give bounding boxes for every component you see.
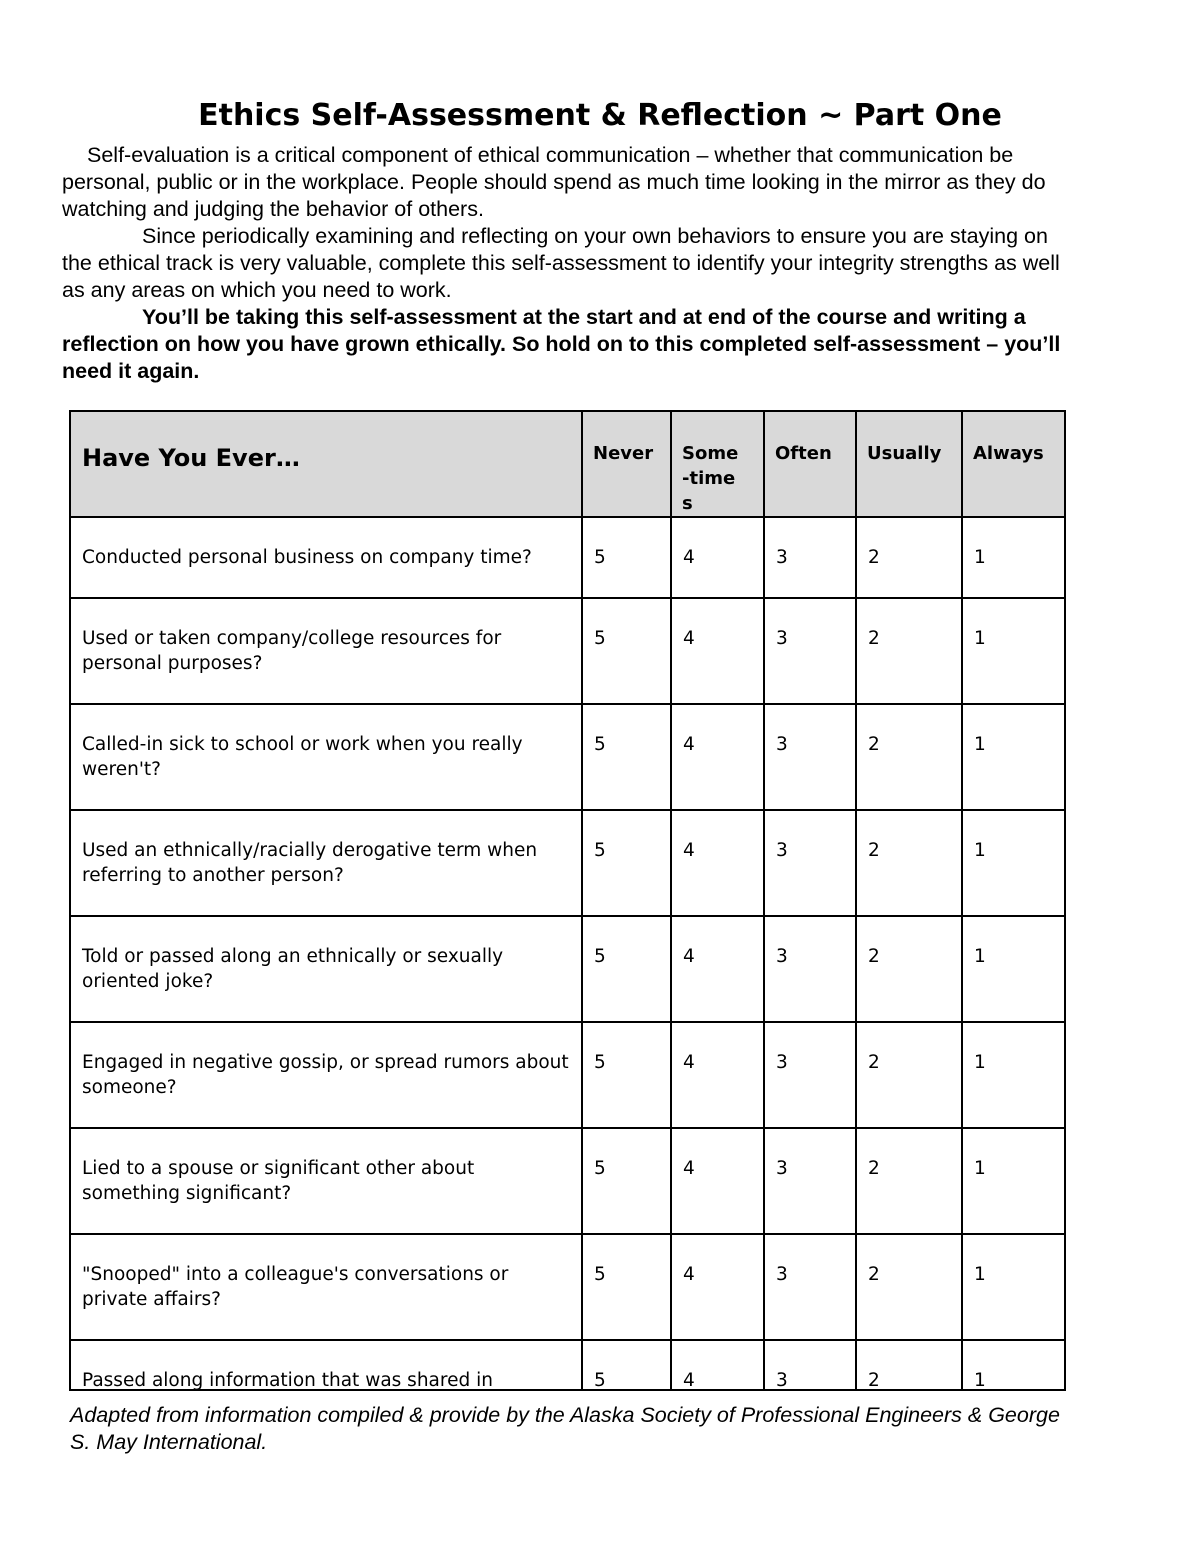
- score-often-cell[interactable]: [764, 517, 856, 598]
- score-sometimes: 4: [683, 1370, 695, 1391]
- score-never-cell[interactable]: [582, 810, 671, 916]
- header-never: [582, 411, 671, 517]
- score-often-cell[interactable]: [764, 1234, 856, 1340]
- score-never: 5: [594, 734, 606, 755]
- score-sometimes: 4: [683, 840, 695, 861]
- score-always: 1: [974, 628, 986, 649]
- score-never-cell[interactable]: [582, 1234, 671, 1340]
- table-row: [70, 810, 1066, 916]
- table-row: [70, 1340, 1066, 1391]
- question-text: Lied to a spouse or significant other about something significant?: [82, 1158, 475, 1204]
- score-sometimes: 4: [683, 1264, 695, 1285]
- question-cell: [70, 916, 582, 1022]
- question-text: Used or taken company/college resources for personal purposes?: [82, 628, 502, 674]
- score-sometimes-cell[interactable]: [671, 704, 764, 810]
- score-sometimes: 4: [683, 946, 695, 967]
- question-cell: [70, 1022, 582, 1128]
- score-usually-cell[interactable]: [856, 810, 962, 916]
- score-sometimes: 4: [683, 1052, 695, 1073]
- score-often: 3: [776, 1264, 788, 1285]
- score-never: 5: [594, 547, 606, 568]
- header-often: [764, 411, 856, 517]
- score-always-cell[interactable]: [962, 1234, 1066, 1340]
- score-never: 5: [594, 1264, 606, 1285]
- score-often: 3: [776, 946, 788, 967]
- score-often: 3: [776, 734, 788, 755]
- table-row: [70, 704, 1066, 810]
- table-row: [70, 1234, 1066, 1340]
- score-usually-cell[interactable]: [856, 704, 962, 810]
- score-never: 5: [594, 946, 606, 967]
- score-usually: 2: [868, 1264, 880, 1285]
- score-always: 1: [974, 734, 986, 755]
- score-sometimes: 4: [683, 1158, 695, 1179]
- score-sometimes-cell[interactable]: [671, 916, 764, 1022]
- score-never: 5: [594, 840, 606, 861]
- score-never: 5: [594, 1370, 606, 1391]
- score-usually: 2: [868, 840, 880, 861]
- intro-paragraph-3-emphasis: You’ll be taking this self-assessment at the start and at end of the course and writing a reflection on how you have grown ethically: [62, 305, 1026, 356]
- score-sometimes: 4: [683, 547, 695, 568]
- score-sometimes: 4: [683, 628, 695, 649]
- score-often-cell[interactable]: [764, 810, 856, 916]
- question-cell: [70, 810, 582, 916]
- score-sometimes: 4: [683, 734, 695, 755]
- score-sometimes-cell[interactable]: [671, 1340, 764, 1391]
- score-often-cell[interactable]: [764, 916, 856, 1022]
- score-sometimes-cell[interactable]: [671, 517, 764, 598]
- score-usually-cell[interactable]: [856, 1022, 962, 1128]
- score-usually: 2: [868, 1158, 880, 1179]
- score-always: 1: [974, 1370, 986, 1391]
- score-often: 3: [776, 628, 788, 649]
- score-always: 1: [974, 547, 986, 568]
- score-usually-cell[interactable]: [856, 598, 962, 704]
- intro-paragraph-3-rest: . So hold on to this completed self-assessment – you’ll need it again.: [62, 332, 1061, 383]
- intro-paragraph-3: [62, 304, 1062, 385]
- score-often: 3: [776, 547, 788, 568]
- score-never: 5: [594, 1158, 606, 1179]
- table-header-row: [70, 411, 1066, 517]
- score-usually: 2: [868, 946, 880, 967]
- score-often-cell[interactable]: [764, 1022, 856, 1128]
- score-never-cell[interactable]: [582, 1340, 671, 1391]
- score-always: 1: [974, 1052, 986, 1073]
- question-text: Engaged in negative gossip, or spread rumors about someone?: [82, 1052, 569, 1098]
- question-text: Used an ethnically/racially derogative term when referring to another person?: [82, 840, 538, 886]
- score-sometimes-cell[interactable]: [671, 1022, 764, 1128]
- header-often-label: Often: [775, 443, 832, 464]
- score-sometimes-cell[interactable]: [671, 598, 764, 704]
- score-always-cell[interactable]: [962, 517, 1066, 598]
- score-usually: 2: [868, 734, 880, 755]
- question-cell: [70, 517, 582, 598]
- score-always-cell[interactable]: [962, 1340, 1066, 1391]
- table-row: [70, 517, 1066, 598]
- score-never-cell[interactable]: [582, 1022, 671, 1128]
- score-always-cell[interactable]: [962, 1022, 1066, 1128]
- intro-text: [62, 142, 1062, 385]
- source-attribution: Adapted from information compiled & provide by the Alaska Society of Professional Engineers & George S. May International.: [70, 1403, 1060, 1454]
- question-cell: [70, 1340, 582, 1391]
- table-row: [70, 916, 1066, 1022]
- intro-paragraph-1: Self-evaluation is a critical component of ethical communication – whether that communication be personal, public or in the workplace. People should spend as much time looking in the mirror as they do watching and judging the behavior of others.: [62, 143, 1046, 221]
- score-never: 5: [594, 628, 606, 649]
- score-always: 1: [974, 840, 986, 861]
- score-always-cell[interactable]: [962, 1128, 1066, 1234]
- score-often-cell[interactable]: [764, 1340, 856, 1391]
- score-never-cell[interactable]: [582, 916, 671, 1022]
- header-never-label: Never: [593, 443, 654, 464]
- score-always: 1: [974, 1158, 986, 1179]
- score-sometimes-cell[interactable]: [671, 1234, 764, 1340]
- question-text: Called-in sick to school or work when you really weren't?: [82, 734, 523, 780]
- score-never-cell[interactable]: [582, 517, 671, 598]
- header-always: [962, 411, 1066, 517]
- score-often: 3: [776, 1370, 788, 1391]
- score-usually-cell[interactable]: [856, 1128, 962, 1234]
- score-always: 1: [974, 1264, 986, 1285]
- score-always: 1: [974, 946, 986, 967]
- question-text: "Snooped" into a colleague's conversations or private affairs?: [82, 1264, 509, 1310]
- table-row: [70, 598, 1066, 704]
- header-question-label: Have You Ever…: [82, 444, 300, 472]
- score-often: 3: [776, 840, 788, 861]
- question-text: Told or passed along an ethnically or sexually oriented joke?: [82, 946, 504, 992]
- score-sometimes-cell[interactable]: [671, 1128, 764, 1234]
- header-usually-label: Usually: [867, 443, 942, 464]
- score-usually: 2: [868, 1370, 880, 1391]
- score-always-cell[interactable]: [962, 916, 1066, 1022]
- score-usually: 2: [868, 1052, 880, 1073]
- question-cell: [70, 1234, 582, 1340]
- table-row: [70, 1128, 1066, 1234]
- score-often-cell[interactable]: [764, 704, 856, 810]
- header-usually: [856, 411, 962, 517]
- score-never-cell[interactable]: [582, 704, 671, 810]
- header-sometimes: [671, 411, 764, 517]
- header-sometimes-label: Some-times: [682, 443, 739, 514]
- score-always-cell[interactable]: [962, 704, 1066, 810]
- score-often-cell[interactable]: [764, 598, 856, 704]
- question-text: Passed along information that was shared in: [82, 1370, 493, 1391]
- score-often: 3: [776, 1158, 788, 1179]
- score-never-cell[interactable]: [582, 1128, 671, 1234]
- assessment-table-container: [69, 410, 1066, 1391]
- score-always-cell[interactable]: [962, 810, 1066, 916]
- score-never-cell[interactable]: [582, 598, 671, 704]
- question-cell: [70, 1128, 582, 1234]
- score-sometimes-cell[interactable]: [671, 810, 764, 916]
- table-row: [70, 1022, 1066, 1128]
- score-never: 5: [594, 1052, 606, 1073]
- score-usually-cell[interactable]: [856, 1234, 962, 1340]
- intro-paragraph-2: Since periodically examining and reflecting on your own behaviors to ensure you are staying on the ethical track is very valuable, complete this self-assessment to identify your integrity strengths as well as any areas on which you need to work.: [62, 224, 1060, 302]
- question-cell: [70, 598, 582, 704]
- score-usually: 2: [868, 628, 880, 649]
- score-usually: 2: [868, 547, 880, 568]
- score-usually-cell[interactable]: [856, 517, 962, 598]
- score-often: 3: [776, 1052, 788, 1073]
- header-always-label: Always: [973, 443, 1044, 464]
- score-often-cell[interactable]: [764, 1128, 856, 1234]
- score-usually-cell[interactable]: [856, 1340, 962, 1391]
- score-usually-cell[interactable]: [856, 916, 962, 1022]
- score-always-cell[interactable]: [962, 598, 1066, 704]
- question-text: Conducted personal business on company time?: [82, 547, 532, 568]
- assessment-table: [69, 410, 1066, 1391]
- question-cell: [70, 704, 582, 810]
- header-question: [70, 411, 582, 517]
- page-title: Ethics Self-Assessment & Reflection ~ Part One: [198, 98, 1002, 133]
